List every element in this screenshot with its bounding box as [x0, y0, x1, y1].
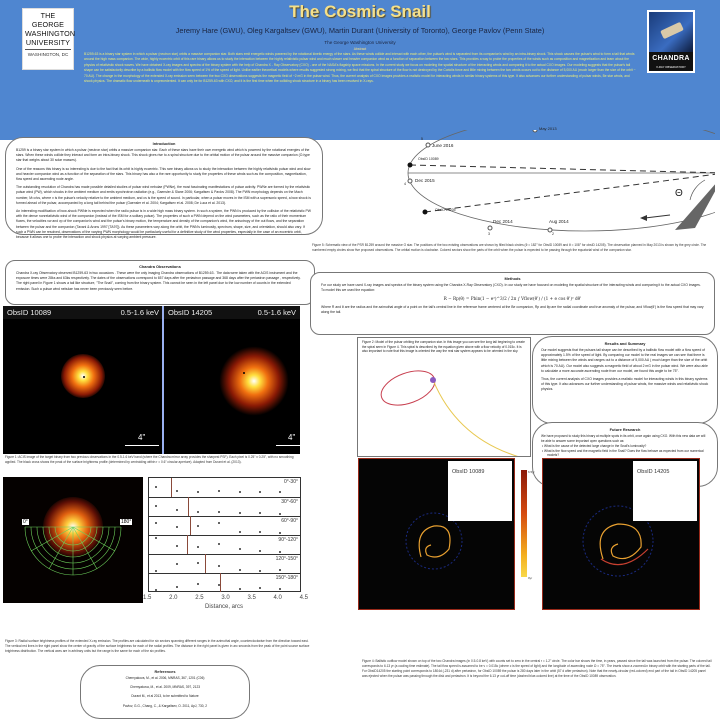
- methods-text2: Where R and θ are the radius and the azimuthal angle of a point on the tail's central line in the reference frame centered at the Be companion, Rp and θp are the radial coordinate and true anomaly of the pulsar, and Vflow(θ') is the flow speed that may vary along the tail.: [321, 304, 704, 314]
- authors: Jeremy Hare (GWU), Oleg Kargaltsev (GWU), Martin Durant (University of Toronto), George Pavlov (Penn State): [175, 26, 545, 35]
- references-section: [80, 665, 250, 719]
- figure5-caption: Figure 5: Schematic view of the PSR B1259 around the massive O star. The positions of the two existing observations are shown by filled black circles (θ = 182° for ObsID 10089 and θ = 108° for obsID 14205). The observation planned in May 2013 is shown by the grey circle. The numbered empty circles show five proposed observations. The orbital motion is clockwise. Colored sectors show the parts of the orbit when the pulsar is expected to be passing through the equatorial wind of the companion star.: [312, 243, 707, 252]
- intro-paragraph: An interesting modification of bow-shock PWNe is expected when the radio pulsar is in a wide high mass binary system. In such a system, the PWN is produced by the collision of the relativistic PW with the dense nonrelativistic wind of the companion (instead of the ISM for a solitary pulsar). The properties of such a PWN depend on the wind parameters, such as the ratio of their momentum fluxes, the velocities vw and vp of the companion's wind and the pulsar's binary motion, the temperature and density of the companion's wind, the anisotropy of the out flows, and the separation between the pulsar and the companion (Tavani & Arons 1997 [TA97]). As these parameters vary along the orbit, the PWN's luminosity, spectrum, shape, size, and orientation, should also vary. If such a PWN can be resolved, observations of the varying PWN morphology would be particularly useful for a definitive study of the wind properties, especially in the case of an eccentric orbit, because it allows one to probe the interaction and shock physics at varying ambient pressure.: [16, 209, 311, 240]
- results-section: [532, 336, 718, 424]
- intro-paragraph: The outstanding resolution of Chandra has made possible detailed studies of pulsar wind nebulae (PWNe), the most fascinating manifestations of pulsar activity. PWNe are formed by the relativistic pulsar wind (PW), which shocks in the ambient medium and emits synchrotron radiation (e.g., Gaensler & Slane 2006; Kargaltsev & Pavlov 2008). The PWN morphology depends on the Mach number, M=v/cs, where v is the pulsar's velocity relative to the ambient medium, and cs is the speed of sound. In particular, when a pulsar moves in the ISM with a supersonic speed, a bow shock is formed ahead of the pulsar, accompanied by a long tail behind the pulsar (Gaensler et al. 2004; Kargaltsev et al. 2008; De Luca et al. 2013).: [16, 185, 311, 205]
- affiliation: The George Washington University: [324, 40, 396, 45]
- future-title: Future Research: [609, 427, 641, 432]
- figure2-caption: Figure 2: Model of the pulsar orbiting the companion star. In this image you can see the long tail beginning to create the spiral seen in Figure 4. This spiral is described by the equation given above with a flow velocity of 0.015c. It is also important to note that this image is oriented the way the real star system appears to be oriented in the sky.: [362, 340, 525, 354]
- reference-item: Pavlov, G.G., Chang, C., & Kargaltsev, O. 2011, ApJ, 730, 2: [122, 703, 208, 708]
- figure4-caption: Figure 4: Ballistic outflow model shown on top of the two Chandra images (in 0.5-0.8 keV) with counts set to zero in the central r = 1.2" circle. The color bar shows the time, in years, passed since the tail was launched from the pulsar. The colored tail corresponds to 6.13 yr (a cooling time estimate). The tail flow speed is assumed to be v = 0.015c (where c is the speed of light) and the longitude of ascending node Ω = 75°. The insets show a zoomed-in binary orbit with the starting parts of the tail. For ObsID14205 the starting point corresponds to 1804d (-231 d) after periastron, for ObsID 10089 the pulsar is 280 days later in the orbit (57 d after periastron). Note that the nearly-circular (red-colored) end part of the tail in ObsID 14205 panel was ejected when the pulsar was passing through the disk and periastron. It is beyond the 6.13 yr cut-off time (dashed blue-colored line) at the time of the ObsID 10089 observation.: [362, 659, 712, 678]
- intro-paragraph: One of the reasons this binary is so interesting is due to the fact that its orbit is highly eccentric. This rare binary allows us to study the interaction between the highly relativistic pulsar wind and slow and heavier companion wind as a function of the separation of the stars. This binary has also a the rare opportunity to study the properties of these winds such as the composition, magnetization, flow speed and ascending node angle.: [16, 166, 311, 182]
- results-paragraph: Our model suggests that the pulsars tail shape can be described by a ballistic flow model with a flow speed of approximately 1.5% of the speed of light. By comparing our model to the real images we can see that there is little mixing between the winds and ranges out to a distance of 5,000 AU ( much larger than the size of the orbit which is 70 AU). Our model also suggests a magnetic field of about 2 mG in the pulsar wind. We were also able to calculate a more accurate ascending node from our model, we found this angle to be 75°.: [541, 348, 708, 373]
- intro-paragraph: B1259 is a binary star system in which a pulsar (neutron star) orbits a massive companion star. Each of these stars have their own energetic wind which is powered by the rotational energies of the stars. When these winds collide they interact and form an intra-binary shock. This shock gives rise to a spiral structure due to the orbital motion of the pulsar around the massive companion (O-type star that weighs about 30 solar masses).: [16, 148, 310, 163]
- results-paragraph: Thus, the current analysis of CXO images provides a realistic model for interacting winds in this binary systems of this type. It also advances our further understanding of pulsar winds, the massive winds and relativistic shock physics.: [541, 377, 709, 392]
- figure3-caption: Figure 3: Radial surface brightness profiles of the extended X-ray emission. The profiles are calculated for six sectors spanning different ranges in the azimuthal angle, counterclockwise from the direction toward east. The vertical red lines in the right panel show the center of gravity of the surface brightness for each of the radial profiles. The distance in the right panel is given in arc seconds from the peak of the point source surface brightness distribution. The vertical axes are in arbitrary units but the range is the same for each of the six profiles.: [5, 639, 310, 653]
- snail-image-obsid-10089: ObsID 10089: [358, 458, 515, 610]
- abstract-text: B1259-63 is a binary star system in which a pulsar (neutron star) orbits a massive companion star. Both stars emit energetic winds powered by the rotational kinetic energy of the stars. As these winds collide and interact with each other, the pulsar's wind is separated from its companion's wind by an intra-binary shock. This shock causes the pulsar's wind to form a tail that winds around the high mass companion. The wide, highly eccentric orbit of this rare binary allows us to study the interaction between the highly relativistic pulsar wind and much slower and heavier companion wind as a function of separation between the two stars. This provides a way to probe the properties of the winds such as composition and magnetization and learn about the physics of relativistic shock waves. We have obtained X-ray images and spectra of the binary system with the help of Chandra X - Ray Observatory (CXO) - one of the NASA's flagship space missions. In the current study we focus on modeling the spatial structure of the interacting winds and comparing it to the actual CXO images. Our modeling suggests that the pulsar's tail shape can be satisfactorily describe by a ballistic flow model with the flow speed of 1% of the speed of light. Unlike earlier theoretical models where results suggested strong mixing, we find that the spiral structure of the flow is not destroyed by the Coriolis force and little mixing between the two winds occurs out to the distance of 5,000 AU (much larger than the size of the orbit ~ 70 AU). The change in the morphology of the extended X-ray emission seen between the two CXO observations suggests the magnetic field of ~2 mG in the pulsar wind. Thus, the current analysis of CXO images provides a realistic model for interacting winds in similar binary systems of this type. It also advances our further understanding of pulsar winds, Be star winds, and shock physics. The dramatic flow underneath is unprecedented. It can only be for B1259-63 with CXO, and it is the first time when the colliding shock structure in a binary has been resolved in X-rays.: [84, 52, 636, 84]
- future-bullet: • What is the cause of the detected large change in the Snail's luminosity?: [542, 444, 647, 449]
- chandra-logo: CHANDRA X-RAY OBSERVATORY: [647, 10, 695, 73]
- poster-title: The Cosmic Snail: [289, 2, 431, 21]
- methods-title: Methods: [504, 276, 521, 281]
- x-axis-ticks: 1.5 2.0 2.5 3.0 3.5 4.0 4.5: [143, 595, 308, 601]
- orbit-schematic: May 2013 June 2016 5 ObsID 10089 Dec 2015 4 ObsID 14205 Dec 2014 3 Aug 2014 2 Θ: [395, 130, 715, 242]
- results-title: Results and Summary: [604, 341, 646, 346]
- reference-item: Chernyakova, M., et al. 2006, MNRAS, 367, 1201 (C06): [125, 676, 205, 680]
- introduction-section: [5, 137, 323, 240]
- time-colorbar: [521, 470, 527, 577]
- figure2-model: [357, 337, 531, 457]
- introduction-title: Introduction: [152, 141, 176, 146]
- poster-header: [0, 0, 720, 140]
- observations-title: Chandra Observations: [139, 264, 181, 269]
- xray-image-obsid-10089: ObsID 10089 0.5-1.6 keV 4": [3, 306, 163, 454]
- methods-text: For our study we have used X-ray images and spectra of the binary system using the Chandra X-Ray Observatory (CXO). In our study we have focused on modeling the spatial structure of the interacting winds and comparing it to the actual CXO images. To model this we used the equation:: [321, 283, 701, 293]
- methods-section: [310, 272, 715, 335]
- future-intro: We have proposed to study this binary at multiple spots in its orbit, once again using CXO. With this new data we will be able to answer some important open questions such as:: [541, 434, 706, 443]
- observations-text: Chandra X-ray Observatory observed B1259-63 in two occasions . These were the only imaging Chandra observations of B1259-63 . The data were taken with the ACIS instrument and the exposure times were 28ks and 63ks respectively. The dates of the observations correspond to 657 days after the periastron passage and 368 days after the periastron passage , respectively. The right panel in Figure 1 shows a tail like structure, "The Snail", coming from the binary system. This cannot be seen in the left panel due to the low number of counts in the extended emission. Such a pulsar wind nebulae has never been previously seen before.: [16, 271, 301, 291]
- reference-item: Chernyakova, M., et al. 2009, MNRAS, 397, 2123: [130, 685, 200, 690]
- xray-image-obsid-14205: ObsID 14205 0.5-1.6 keV 4": [164, 306, 300, 454]
- methods-equation: R − Rp(θ) = Pbin(1 − e²)^3/2 / 2π ∫ Vflow(θ') / (1 + e cos θ')² dθ': [443, 296, 582, 302]
- x-axis-label: Distance, arcs: [205, 604, 244, 610]
- chandra-observations-section: [5, 260, 315, 305]
- reference-item: Durant M., et al 2013, to be submitted to Nature: [131, 694, 199, 699]
- radial-profile-plot: 0°-30° 30°-60° 60°-90° 90°-120° 120°-150° 150°-180°: [148, 477, 301, 592]
- gwu-logo: THE GEORGE WASHINGTON UNIVERSITY WASHINGTON, DC: [22, 8, 74, 70]
- sector-image: 0° 180°: [3, 477, 143, 603]
- figure1-caption: Figure 1: ACIS image of the target binary from two previous observations in the 0.5-1.6 keV band (where the Chandra mirror array provides the sharpest PSF). Each pixel is 0.25" x 0.25", with no smoothing applied. The black cross shows the peak of the surface brightness profile (determined by centroiding within r = 0.6" circular aperture). Adapted from Durant et al. (2013).: [5, 455, 294, 464]
- abstract-title: Abstract: [353, 47, 367, 51]
- references-title: References: [154, 669, 176, 674]
- snail-image-obsid-14205: ObsID 14205: [542, 458, 700, 610]
- future-bullet: • What is the flow speed and the magnetic field in the Snail? Does the flow behave as expected from our numerical models?: [542, 448, 704, 458]
